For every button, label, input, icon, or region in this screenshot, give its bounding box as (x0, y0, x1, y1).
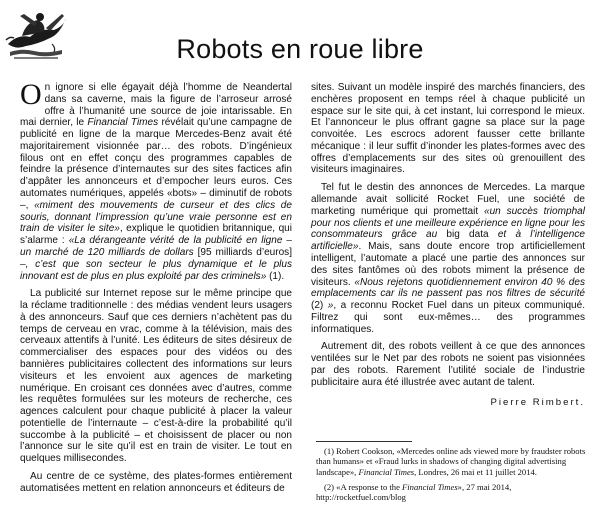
italic-segment: et à l’intelligence artificielle» (311, 229, 585, 253)
text-segment: (2) «A response to the (324, 481, 403, 492)
paragraph-2: La publicité sur Internet repose sur le même principe que la réclame traditionnelle : des médias vendent leurs usagers à des annonceurs. Sauf que ces derniers n’achètent pas du temps de cerveau en vrac, comme à la télévision, mais des cerveaux attentifs à l’unité. Les éditeurs de sites désireux de commercialiser des espaces pour des vidéos ou des bannières publicitaires collectent des informations sur leurs visiteurs et les envoient aux agences de marketing numérique. En croisant ces données avec d’autres, comme les requêtes formulées sur les moteurs de recherche, ces agences calculent pour chaque publicité à placer la valeur potentielle de l’internaute – c’est-à-dire la probabilité qu’il succombe à la publicité – et choisissent de placer ou non l’annonce sur le site qu’il est en train de visiter. Le tout en quelques millisecondes. (20, 288, 292, 465)
text-segment: [95 milliards d’euros] (193, 246, 292, 258)
text-segment: big data (437, 229, 498, 241)
text-segment: », 27 mai 2014, http://rocketfuel.com/blog (316, 481, 512, 503)
paragraph-6: Autrement dit, des robots veillent à ce que des annonces ventilées sur le Net par des robots ne soient pas visionnées par des robots. Rarement l’utilité sociale de l’industrie publicitaire aura été illustrée avec autant de talent. (311, 341, 585, 388)
italic-segment: –, c’est que son secteur le plus dynamique et le plus innovant est de plus en plus exploité par des criminels» (20, 258, 292, 282)
text-segment: , a reconnu Rocket Fuel dans un piteux communiqué. Filtrez qui sont eux-mêmes… des programmes informatiques. (311, 300, 585, 335)
paragraph-3: Au centre de ce système, des plates-formes entièrement automatisées mettent en relation annonceurs et éditeurs de (20, 471, 292, 494)
text-segment: révélait qu’une campagne de publicité en ligne de la marque Mercedes-Benz avait été majoritairement visionnée par… des robots. D’ingénieux filous ont en effet conçu des programmes capables de feindre la présence d’internautes sur des sites factices afin d’appâter les annonceurs et d’empocher leurs euros. Ces automates numériques, appelés «bots» – diminutif de robots –, (20, 117, 292, 211)
text-segment: . Mais, sans doute encore trop artificiellement intelligent, l’automate a placé une partie des annonces sur des sites fantômes où des robots miment la présence de visiteurs. (311, 241, 585, 288)
italic-segment: «miment des mouvements de curseur et des clics de souris, donnant l’impression qu’une vraie personne est en train de visiter le site» (20, 199, 292, 235)
text-segment: (2) (311, 300, 328, 312)
italic-segment: Financial Times (402, 481, 458, 492)
text-segment: (1). (266, 270, 285, 282)
paragraph-1 (20, 78, 292, 282)
footnote-2 (316, 482, 586, 503)
italic-segment: «Nous rejetons quotidiennement environ 40 % des emplacements car ils ne passent pas nos filtres de sécurité (311, 276, 585, 300)
italic-segment: «La dérangeante vérité de la publicité en ligne – un marché de 120 milliards de dollars (20, 235, 292, 258)
text-segment: (1) Robert Cookson, «Mercedes online ads viewed more by fraudster robots than humans» et «Fraud lurks in shadows of changing digital advertising landscape», (316, 446, 586, 477)
article-column-right (311, 82, 585, 408)
paragraph-5 (311, 182, 585, 335)
text-segment: , explique le quotidien britannique, qui s’alarme : (20, 223, 292, 247)
italic-segment: Financial Times (87, 117, 159, 129)
drop-cap: O (20, 78, 42, 111)
paragraph-4: sites. Suivant un modèle inspiré des marchés financiers, des enchères proposent en temps réel à chaque publicité un espace sur le site qui, à cet instant, lui correspond le mieux. Et l’annonceur le plus offrant gagne sa place sur la page convoitée. Les escrocs adorent fausser cette brillante mécanique : il leur suffit d’inonder les plates-formes avec des offres d’emplacements sur des sites où grenouillent des visiteurs imaginaires. (311, 82, 585, 176)
paragraph-1-text (20, 78, 292, 282)
italic-segment: Financial Times (358, 466, 415, 477)
text-segment: , Londres, 26 mai et 11 juillet 2014. (414, 466, 537, 477)
text-segment: Tel fut le destin des annonces de Mercedes. La marque allemande avait sollicité Rocket Fuel, une société de marketing numérique qui promettait (311, 182, 585, 217)
footnote-1 (316, 446, 586, 477)
footnote-divider (316, 441, 412, 442)
article-column-left (20, 78, 292, 495)
footnotes (316, 446, 586, 507)
article-title: Robots en roue libre (176, 34, 424, 64)
author-signature: Pierre Rimbert. (490, 396, 585, 408)
italic-segment: «un succès triomphal pour nos clients et une meilleure expérience en ligne pour les consommateurs grâce au (311, 205, 585, 241)
text-segment: n ignore si elle égayait déjà l’homme de Neandertal dans sa caverne, mais la figure de l’arroseur arrosé offre à l’humanité une source de joie intarissable. En mai dernier, le (20, 82, 292, 129)
italic-segment: » (327, 300, 334, 312)
